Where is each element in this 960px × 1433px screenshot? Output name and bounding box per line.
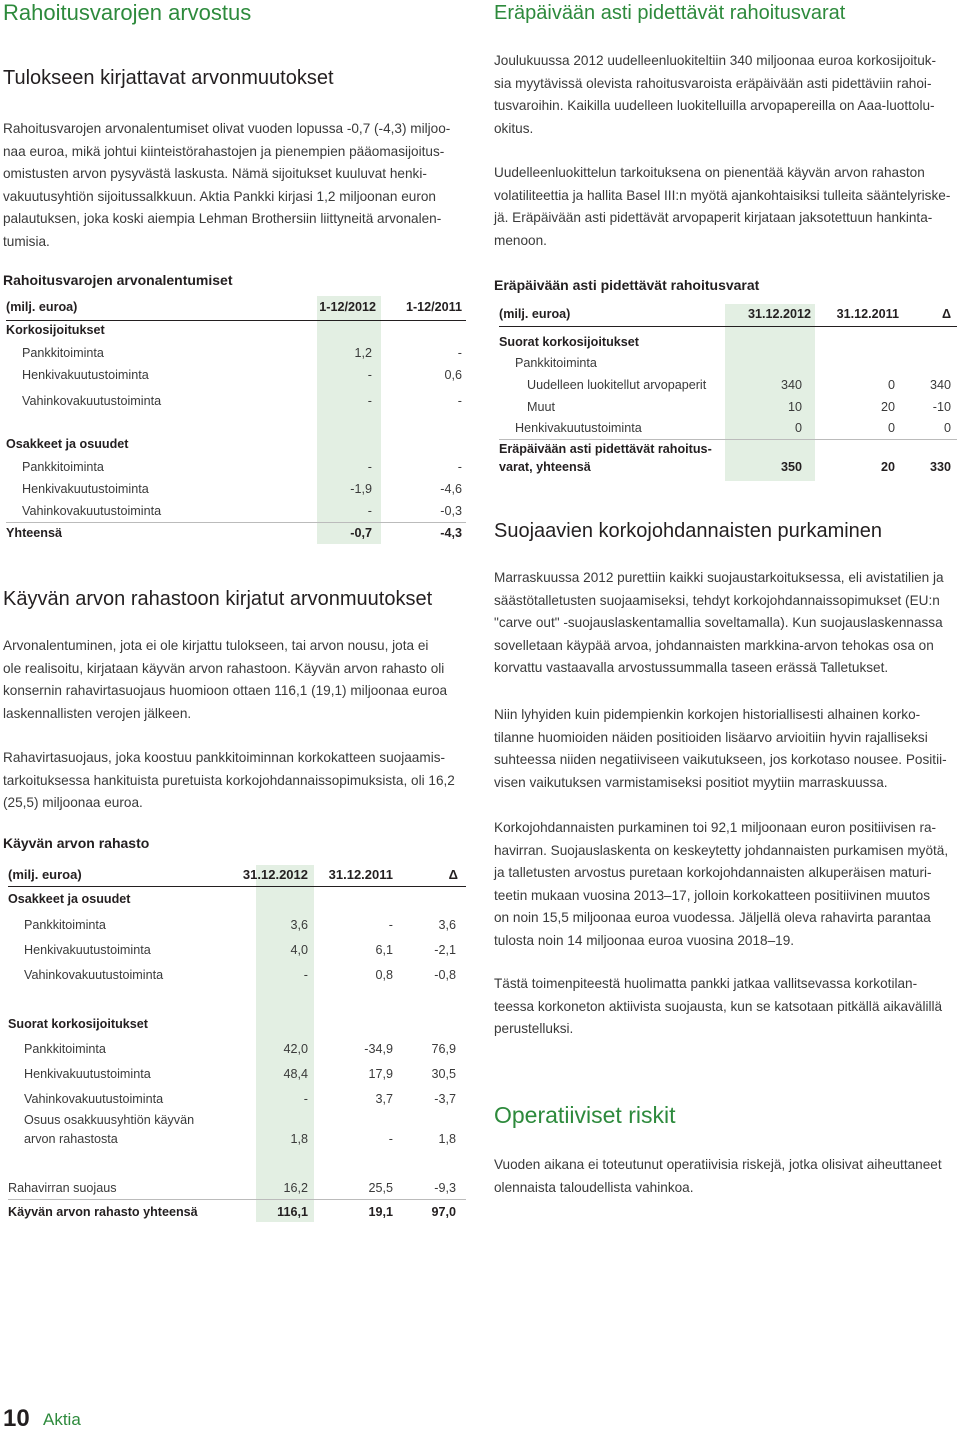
impairment-table: (milj. euroa) 1-12/2012 1-12/2011 Korkosijoitukset Pankkitoiminta 1,2 - Henkivakuutustoiminta - 0,6 Vahinkovakuutustoiminta - - Osakkeet ja osuudet Pankkitoiminta - - Henkivakuutustoiminta -1,9 -4,6 Vahinkovakuutustoiminta - -0,3 Yhteensä -0,7 -4,3: [6, 296, 466, 546]
fair-value-text-a: Arvonalentuminen, jota ei ole kirjattu tulokseen, tai arvon nousu, jota ei ole realisoitu, kirjataan käyvän arvon rahastoon. Käyvän arvon rahasto oli konsernin rahavirtasuojaus huomioon ottaen 116,1 (19,1) miljoonaa euroa laskennallisten verojen jälkeen.: [3, 638, 448, 721]
hedging-text-c: Marraskuussa 2012 purettiin kaikki suojaustarkoituksessa, eli avistatilien ja säästötalletusten suojaamiseksi, tehdyt korkojohdannaissopimukset (EU:n "carve out" -suojauslaskentamallia soveltamalla). Kun suojauslaskennassa sovelletaan käypää arvoa, johdannaisten markkina-arvon tehokas osa on korvattu vastaavalla arvostussummalla taseen erässä Talletukset.: [494, 570, 944, 675]
total-rule: [8, 1199, 466, 1200]
page-number: 10: [3, 1405, 30, 1432]
fair-value-table-title: Käyvän arvon rahasto: [3, 835, 150, 851]
page-title: Rahoitusvarojen arvostus: [3, 0, 252, 25]
section-heading-fair-value: Käyvän arvon rahastoon kirjatut arvonmuutokset: [3, 588, 433, 610]
operational-risks-text: Vuoden aikana ei toteutunut operatiivisia riskejä, jotka olisivat aiheuttaneet olennaista taloudellista vahinkoa.: [494, 1157, 942, 1195]
htm-table: (milj. euroa) 31.12.2012 31.12.2011 Δ Suorat korkosijoitukset Pankkitoiminta Uudelleen luokitellut arvopaperit 340 0 340 Muut 10 20 -10 Henkivakuutustoiminta 0 0 0 Eräpäivään asti pidettävät rahoitus- varat, yhteensä 350 20 330: [499, 304, 957, 484]
operational-risks-heading: Operatiiviset riskit: [494, 1102, 676, 1128]
total-rule: [499, 439, 957, 440]
fair-value-table: (milj. euroa) 31.12.2012 31.12.2011 Δ Osakkeet ja osuudet Pankkitoiminta 3,6 - 3,6 Henkivakuutustoiminta 4,0 6,1 -2,1 Vahinkovakuutustoiminta - 0,8 -0,8 Suorat korkosijoitukset Pankkitoiminta 42,0 -34,9 76,9 Henkivakuutustoiminta 48,4 17,9 30,5 Vahinkovakuutustoiminta - 3,7 -3,7 Osuus osakkuusyhtiön käyvän arvon rahastosta 1,8 - 1,8 Rahavirran suojaus 16,2 25,5 -9,3 Käyvän arvon rahasto yhteensä 116,1 19,1 97,0: [8, 865, 466, 1225]
hedging-text-d: Niin lyhyiden kuin pidempienkin korkojen historiallisesti alhainen korko- tilanne huomioiden näiden positioiden lisäarvo arvioitiin hyvin rajalliseksi suhteessa niiden negatiiviseen vaikutukseen, jos korkotaso nousee. Positii- visen vaikutuksen varmistamiseksi positiot myytiin marraskuussa.: [494, 707, 947, 790]
fair-value-text-b: Rahavirtasuojaus, joka koostuu pankkitoiminnan korkokatteen suojaamis- tarkoituksessa hankituista puretuista korkojohdannaissopimuksista, oli 16,2 (25,5) miljoonaa euroa.: [3, 750, 455, 810]
hedging-text-e: Korkojohdannaisten purkaminen toi 92,1 miljoonaan euron positiivisen ra- havirran. Suojauslaskenta on keskeytetty johdannaisten purkamisen myötä, ja talletusten arvostus puretaan korkojohdannaisten alkuperäisen maturi- teetin mukaan vuosina 2013–17, jolloin korkokatteen positiivinen muutos on noin 15,5 miljoonaa euroa vuodessa. Jäljellä oleva rahavirta parantaa tulosta noin 14 miljoonaa euroa vuosina 2018–19.: [494, 820, 949, 948]
header-rule: [6, 320, 466, 321]
current-year-shade: [725, 304, 815, 481]
section-heading-hedging: Suojaavien korkojohdannaisten purkaminen: [494, 520, 883, 542]
company-name: Aktia: [43, 1410, 81, 1429]
hedging-text-f: Tästä toimenpiteestä huolimatta pankki jatkaa vallitsevassa korkotilan- teessa korkoneton aktiivista suojausta, kun se katsotaan pitkällä aikavälillä perustelluksi.: [494, 976, 943, 1036]
header-rule: [499, 326, 957, 327]
htm-section-title: Eräpäivään asti pidettävät rahoitusvarat: [494, 2, 846, 24]
impairment-table-title: Rahoitusvarojen arvonalentumiset: [3, 272, 233, 288]
section-heading-income: Tulokseen kirjattavat arvonmuutokset: [3, 67, 334, 89]
htm-text-b: Uudelleenluokittelun tarkoituksena on pienentää käyvän arvon rahaston volatiliteettia ja hallita Basel III:n myötä ajankohtaisiksi tulleita sääntelyriske- jä. Eräpäivään asti pidettävät arvopaperit kirjataan jaksotettuun hankinta- menoon.: [494, 165, 951, 248]
htm-table-title: Eräpäivään asti pidettävät rahoitusvarat: [494, 277, 760, 293]
total-rule: [6, 522, 466, 523]
header-rule: [8, 886, 466, 887]
htm-text-a: Joulukuussa 2012 uudelleenluokiteltiin 340 miljoonaa euroa korkosijoituk- sia myytävissä olevista rahoitusvaroista eräpäivään asti pidettäviin rahoi- tusvaroihin. Kaikilla uudelleen luokitelluilla arvopapereilla on Aaa-luottolu- okitus.: [494, 53, 937, 136]
income-text: Rahoitusvarojen arvonalentumiset olivat vuoden lopussa -0,7 (-4,3) miljoo- naa euroa, mikä johtui kiinteistörahastojen ja pienempien pääomasijoitus- omistusten arvon pysyvästä laskusta. Nämä sijoitukset kuuluvat henki- vakuutusyhtiön sijoitussalkkuun. Aktia Pankki kirjasi 1,2 miljoonan euron palautuksen, joka koski aiempia Lehman Brothersiin liittyneitä arvonalen- tumisia.: [3, 121, 451, 249]
